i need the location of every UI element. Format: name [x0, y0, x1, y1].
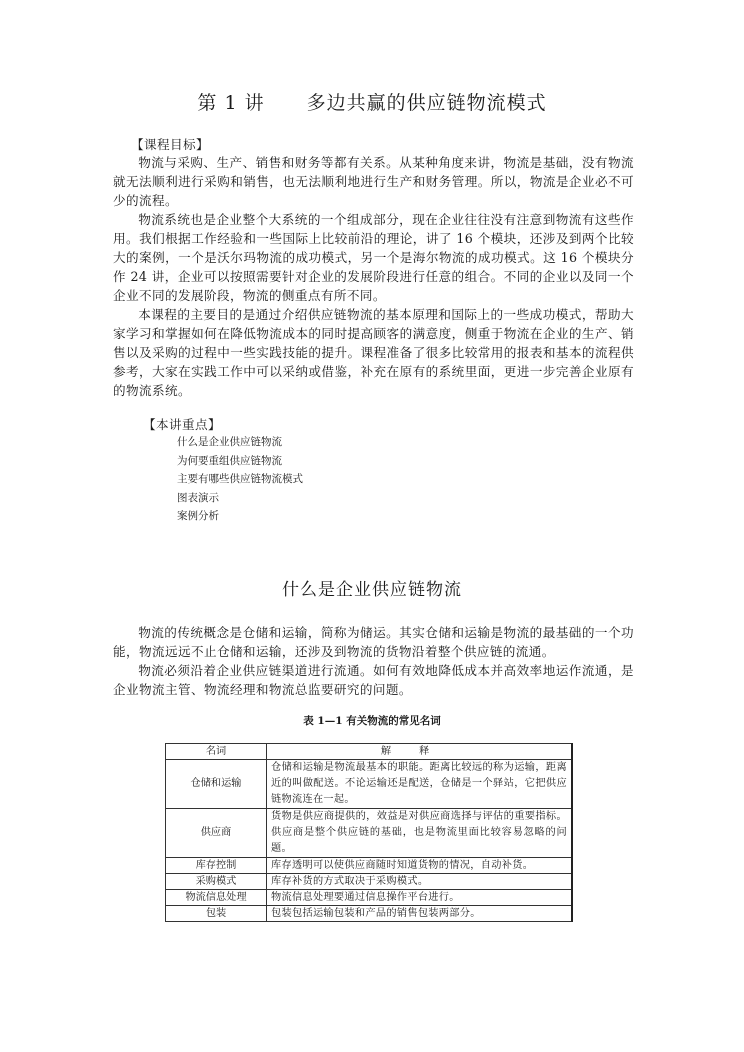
term-cell: 库存控制: [166, 858, 267, 874]
lecture-title: [0, 88, 744, 115]
section-title: 什么是企业供应链物流: [282, 580, 462, 600]
header-definition: 解释: [267, 744, 573, 760]
definition-cell: 库存补货的方式取决于采购模式。: [267, 874, 573, 890]
term-cell: 供应商: [166, 809, 267, 858]
section-body: [113, 623, 634, 699]
table-row: [166, 874, 573, 890]
course-goal-heading: 【课程目标】: [131, 137, 209, 152]
table-row: [166, 906, 573, 922]
course-goal-body: [113, 153, 634, 400]
table-header-row: [166, 744, 573, 760]
key-point-item: 案例分析: [177, 510, 219, 522]
term-cell: 物流信息处理: [166, 890, 267, 906]
table-row: [166, 809, 573, 858]
key-point-item: 什么是企业供应链物流: [177, 436, 282, 448]
definition-cell: 包装包括运输包装和产品的销售包装两部分。: [267, 906, 573, 922]
key-points-heading: 【本讲重点】: [143, 417, 221, 432]
paragraph: 物流与采购、生产、销售和财务等都有关系。从某种角度来讲，物流是基础，没有物流就无法顺利进行采购和销售，也无法顺利地进行生产和财务管理。所以，物流是企业必不可少的流程。: [113, 155, 634, 208]
term-cell: 采购模式: [166, 874, 267, 890]
term-cell: 包装: [166, 906, 267, 922]
definition-cell: 货物是供应商提供的，效益是对供应商选择与评估的重要指标。供应商是整个供应链的基础，也是物流里面比较容易忽略的问题。: [267, 809, 573, 858]
key-point-item: 主要有哪些供应链物流模式: [177, 473, 303, 485]
terms-table: [165, 743, 573, 922]
paragraph: 物流的传统概念是仓储和运输，简称为储运。其实仓储和运输是物流的最基础的一个功能，物流远远不止仓储和运输，还涉及到物流的货物沿着整个供应链的流通。: [113, 625, 634, 659]
table-row: [166, 890, 573, 906]
table-row: [166, 858, 573, 874]
paragraph: 物流系统也是企业整个大系统的一个组成部分，现在企业往往没有注意到物流有这些作用。我们根据工作经验和一些国际上比较前沿的理论，讲了 16 个模块，还涉及到两个比较大的案例，一个是沃尔玛物流的成功模式，另一个是海尔物流的成功模式。这 16 个模块分作 24 讲，企业可以按照需要针对企业的发展阶段进行任意的组合。不同的企业以及同一个企业不同的发展阶段，物流的侧重点有所不同。: [113, 212, 634, 303]
paragraph: 本课程的主要目的是通过介绍供应链物流的基本原理和国际上的一些成功模式，帮助大家学习和掌握如何在降低物流成本的同时提高顾客的满意度，侧重于物流在企业的生产、销售以及采购的过程中一些实践技能的提升。课程准备了很多比较常用的报表和基本的流程供参考，大家在实践工作中可以采纳或借鉴，补充在原有的系统里面，更进一步完善企业原有的物流系统。: [113, 307, 634, 398]
definition-cell: 仓储和运输是物流最基本的职能。距离比较远的称为运输，距离近的叫做配送。不论运输还是配送，仓储是一个驿站，它把供应链物流连在一起。: [267, 760, 573, 809]
definition-cell: 库存透明可以使供应商随时知道货物的情况，自动补货。: [267, 858, 573, 874]
table-row: [166, 760, 573, 809]
key-point-item: 为何要重组供应链物流: [177, 454, 282, 467]
definition-cell: 物流信息处理要通过信息操作平台进行。: [267, 890, 573, 906]
lecture-title-text: 多边共赢的供应链物流模式: [306, 92, 547, 114]
paragraph: 物流必须沿着企业供应链渠道进行流通。如何有效地降低成本并高效率地运作流通，是企业物流主管、物流经理和物流总监要研究的问题。: [113, 663, 634, 697]
header-term: 名词: [166, 744, 267, 760]
lecture-number: 第 1 讲: [197, 92, 265, 114]
key-point-item: 图表演示: [177, 491, 219, 504]
term-cell: 仓储和运输: [166, 760, 267, 809]
key-points-list: [177, 433, 303, 526]
table-caption: 表 1—1 有关物流的常见名词: [303, 715, 441, 727]
